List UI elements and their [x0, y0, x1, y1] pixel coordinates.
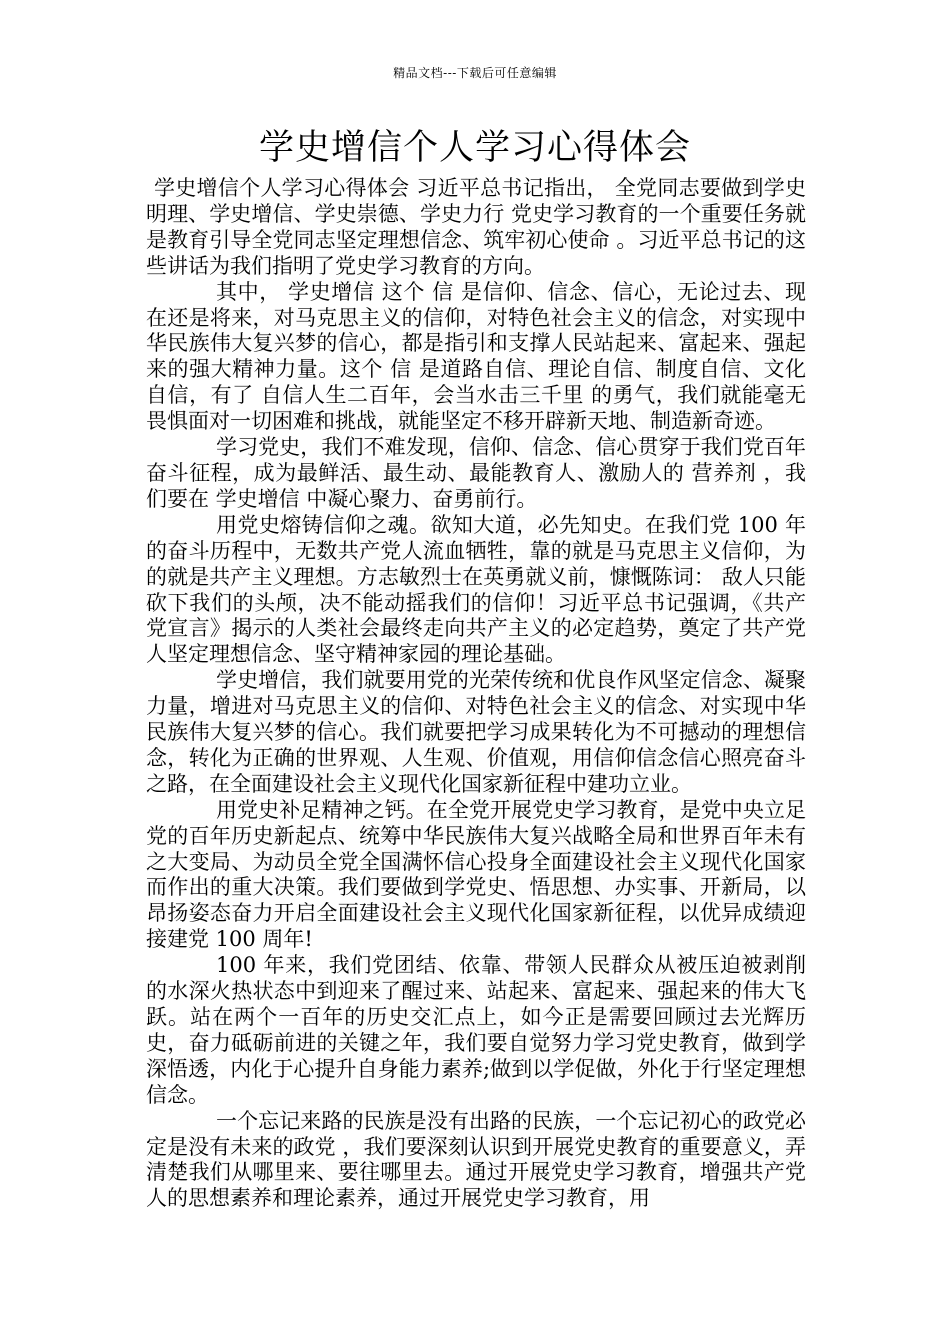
document-body	[146, 176, 806, 1212]
paragraph-3: 学习党史，我们不难发现，信仰、信念、信心贯穿于我们党百年奋斗征程，成为最鲜活、最生动、最能教育人、激励人的 营养剂 ，我们要在 学史增信 中凝心聚力、奋勇前行。	[146, 435, 806, 511]
paragraph-7: 100 年来，我们党团结、依靠、带领人民群众从被压迫被剥削的水深火热状态中到迎来了醒过来、站起来、富起来、强起来的伟大飞跃。站在两个一百年的历史交汇点上，如今正是需要回顾过去光辉历史，奋力砥砺前进的关键之年，我们要自觉努力学习党史教育，做到学深悟透，内化于心提升自身能力素养;做到以学促做，外化于行坚定理想信念。	[146, 953, 806, 1107]
paragraph-8: 一个忘记来路的民族是没有出路的民族，一个忘记初心的政党必定是没有未来的政党 ，我们要深刻认识到开展党史教育的重要意义，弄清楚我们从哪里来、要往哪里去。通过开展党史学习教育，增强共产党人的思想素养和理论素养，通过开展党史学习教育，用	[146, 1108, 806, 1211]
document-title: 学史增信个人学习心得体会	[258, 128, 691, 168]
paragraph-2: 其中， 学史增信 这个 信 是信仰、信念、信心，无论过去、现在还是将来，对马克思主义的信仰，对特色社会主义的信念，对实现中华民族伟大复兴梦的信心，都是指引和支撑人民站起来、富起来、强起来的强大精神力量。这个 信 是道路自信、理论自信、制度自信、文化自信，有了 自信人生二百年，会当水击三千里 的勇气，我们就能毫无畏惧面对一切困难和挑战，就能坚定不移开辟新天地、制造新奇迹。	[146, 279, 806, 434]
paragraph-5: 学史增信，我们就要用党的光荣传统和优良作风坚定信念、凝聚力量，增进对马克思主义的信仰、对特色社会主义的信念、对实现中华民族伟大复兴梦的信心。我们就要把学习成果转化为不可撼动的理想信念，转化为正确的世界观、人生观、价值观，用信仰信念信心照亮奋斗之路，在全面建设社会主义现代化国家新征程中建功立业。	[146, 668, 806, 796]
paragraph-1: 学史增信个人学习心得体会 习近平总书记指出， 全党同志要做到学史明理、学史增信、学史崇德、学史力行 党史学习教育的一个重要任务就是教育引导全党同志坚定理想信念、筑牢初心使命 。习近平总书记的这些讲话为我们指明了党史学习教育的方向。	[146, 176, 806, 278]
paragraph-4: 用党史熔铸信仰之魂。欲知大道，必先知史。在我们党 100 年的奋斗历程中，无数共产党人流血牺牲，靠的就是马克思主义信仰，为的就是共产主义理想。方志敏烈士在英勇就义前，慷慨陈词： 敌人只能砍下我们的头颅，决不能动摇我们的信仰！习近平总书记强调，《共产党宣言》揭示的人类社会最终走向共产主义的必定趋势，奠定了共产党人坚定理想信念、坚守精神家园的理论基础。	[146, 512, 806, 667]
paragraph-6: 用党史补足精神之钙。在全党开展党史学习教育，是党中央立足党的百年历史新起点、统筹中华民族伟大复兴战略全局和世界百年未有之大变局、为动员全党全国满怀信心投身全面建设社会主义现代化国家而作出的重大决策。我们要做到学党史、悟思想、办实事、开新局，以昂扬姿态奋力开启全面建设社会主义现代化国家新征程，以优异成绩迎接建党 100 周年!	[146, 797, 806, 952]
page-header-watermark: 精品文档---下载后可任意编辑	[393, 66, 557, 80]
